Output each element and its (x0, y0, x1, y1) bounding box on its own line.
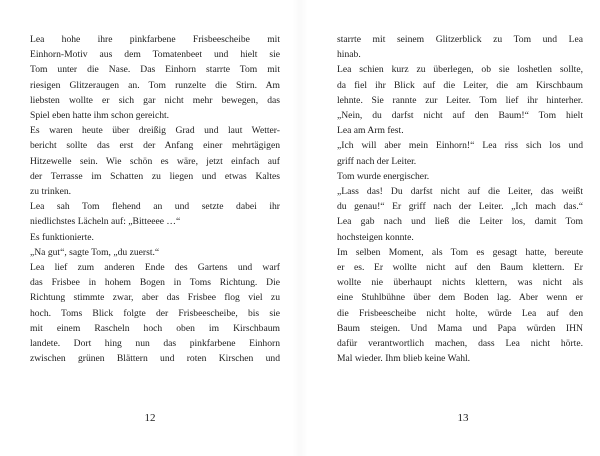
text-line: griff nach der Leiter. (337, 155, 417, 167)
text-line: zwischen grünen Blättern und roten Kirschen und (30, 353, 280, 365)
text-line: landete. Dort hing nun das pinkfarbene Einhorn (30, 338, 280, 350)
page-number-left: 12 (144, 412, 156, 424)
text-line: Baum steigen. Und Mama und Papa würden IHN (337, 322, 583, 334)
text-line: Tom wurde energischer. (337, 170, 430, 182)
text-line: er es. Er wollte nicht auf den Baum klettern. Er (337, 262, 583, 274)
text-line: riesigen Glitzeraugen an. Tom runzelte die Stirn. Am (30, 79, 280, 91)
text-line: „Na gut“, sagte Tom, „du zuerst.“ (30, 246, 160, 258)
text-line: liebsten wollte er sich gar nicht mehr bewegen, das (30, 94, 280, 106)
text-line: Es funktionierte. (30, 231, 94, 243)
text-line: Lea sah Tom flehend an und setzte dabei ihr (30, 201, 280, 213)
left-page-text (30, 32, 280, 366)
text-line: eine Stuhlbühne über dem Boden lag. Aber wenn er (337, 292, 583, 304)
text-line: „Ich will aber mein Einhorn!“ Lea riss sich los und (337, 140, 583, 152)
text-line: bericht sollte das erst der Anfang einer mehrtägigen (30, 140, 280, 152)
text-line: der Terrasse im Schatten zu liegen und etwas Kaltes (30, 170, 280, 182)
text-line: Richtung stimmte zwar, aber das Frisbee flog viel zu (30, 292, 280, 304)
text-line: „Lass das! Du darfst nicht auf die Leiter, das weißt (337, 186, 583, 198)
text-line: Tom unter die Nase. Das Einhorn starrte Tom mit (30, 64, 280, 76)
text-line: Lea lief zum anderen Ende des Gartens und warf (30, 262, 280, 274)
text-line: starrte mit seinem Glitzerblick zu Tom und Lea (337, 34, 583, 45)
text-line: lehnte. Sie rannte zur Leiter. Tom lief ihr hinterher. (337, 94, 583, 106)
text-line: Lea hohe ihre pinkfarbene Frisbeescheibe mit (30, 34, 280, 45)
text-line: zu trinken. (30, 186, 72, 198)
text-line: niedlichstes Lächeln auf: „Bitteeee …“ (30, 216, 181, 228)
right-page-text (337, 32, 583, 366)
text-line: wollte nie überhaupt nichts klettern, was nicht als (337, 277, 583, 289)
text-line: die Frisbeescheibe nicht holte, würde Lea auf den (337, 307, 583, 319)
text-line: „Nein, du darfst nicht auf den Baum!“ Tom hielt (337, 110, 583, 122)
text-line: Im selben Moment, als Tom es gesagt hatte, bereute (337, 246, 583, 258)
book-gutter (292, 0, 308, 456)
text-line: Lea gab nach und ließ die Leiter los, damit Tom (337, 216, 583, 228)
text-line: hoch. Toms Blick folgte der Frisbeescheibe, bis sie (30, 307, 280, 319)
text-line: Einhorn-Motiv aus dem Tomatenbeet und hielt sie (30, 49, 280, 61)
text-line: Es waren heute über dreißig Grad und laut Wetter- (30, 125, 280, 137)
page-number-right: 13 (457, 412, 469, 424)
text-line: hochsteigen konnte. (337, 231, 414, 243)
text-line: dafür verantwortlich machen, dass Lea nicht hörte. (337, 338, 583, 350)
text-line: Mal wieder. Ihm blieb keine Wahl. (337, 353, 471, 365)
text-line: Hitzewelle sein. Wie schön es wäre, jetzt einfach auf (30, 155, 280, 167)
text-line: das Frisbee in hohem Bogen in Toms Richtung. Die (30, 277, 280, 289)
text-line: mit einem Rascheln hoch oben im Kirschbaum (30, 322, 280, 334)
text-line: du genau!“ Er griff nach der Leiter. „Ich mach das.“ (337, 201, 583, 213)
text-line: da fiel ihr Blick auf die Leiter, die am Kirschbaum (337, 79, 583, 91)
text-line: Lea schien kurz zu überlegen, ob sie loshetlen sollte, (337, 64, 583, 76)
text-line: Spiel eben hatte ihm schon gereicht. (30, 110, 170, 122)
text-line: hinab. (337, 49, 361, 61)
text-line: Lea am Arm fest. (337, 125, 404, 137)
